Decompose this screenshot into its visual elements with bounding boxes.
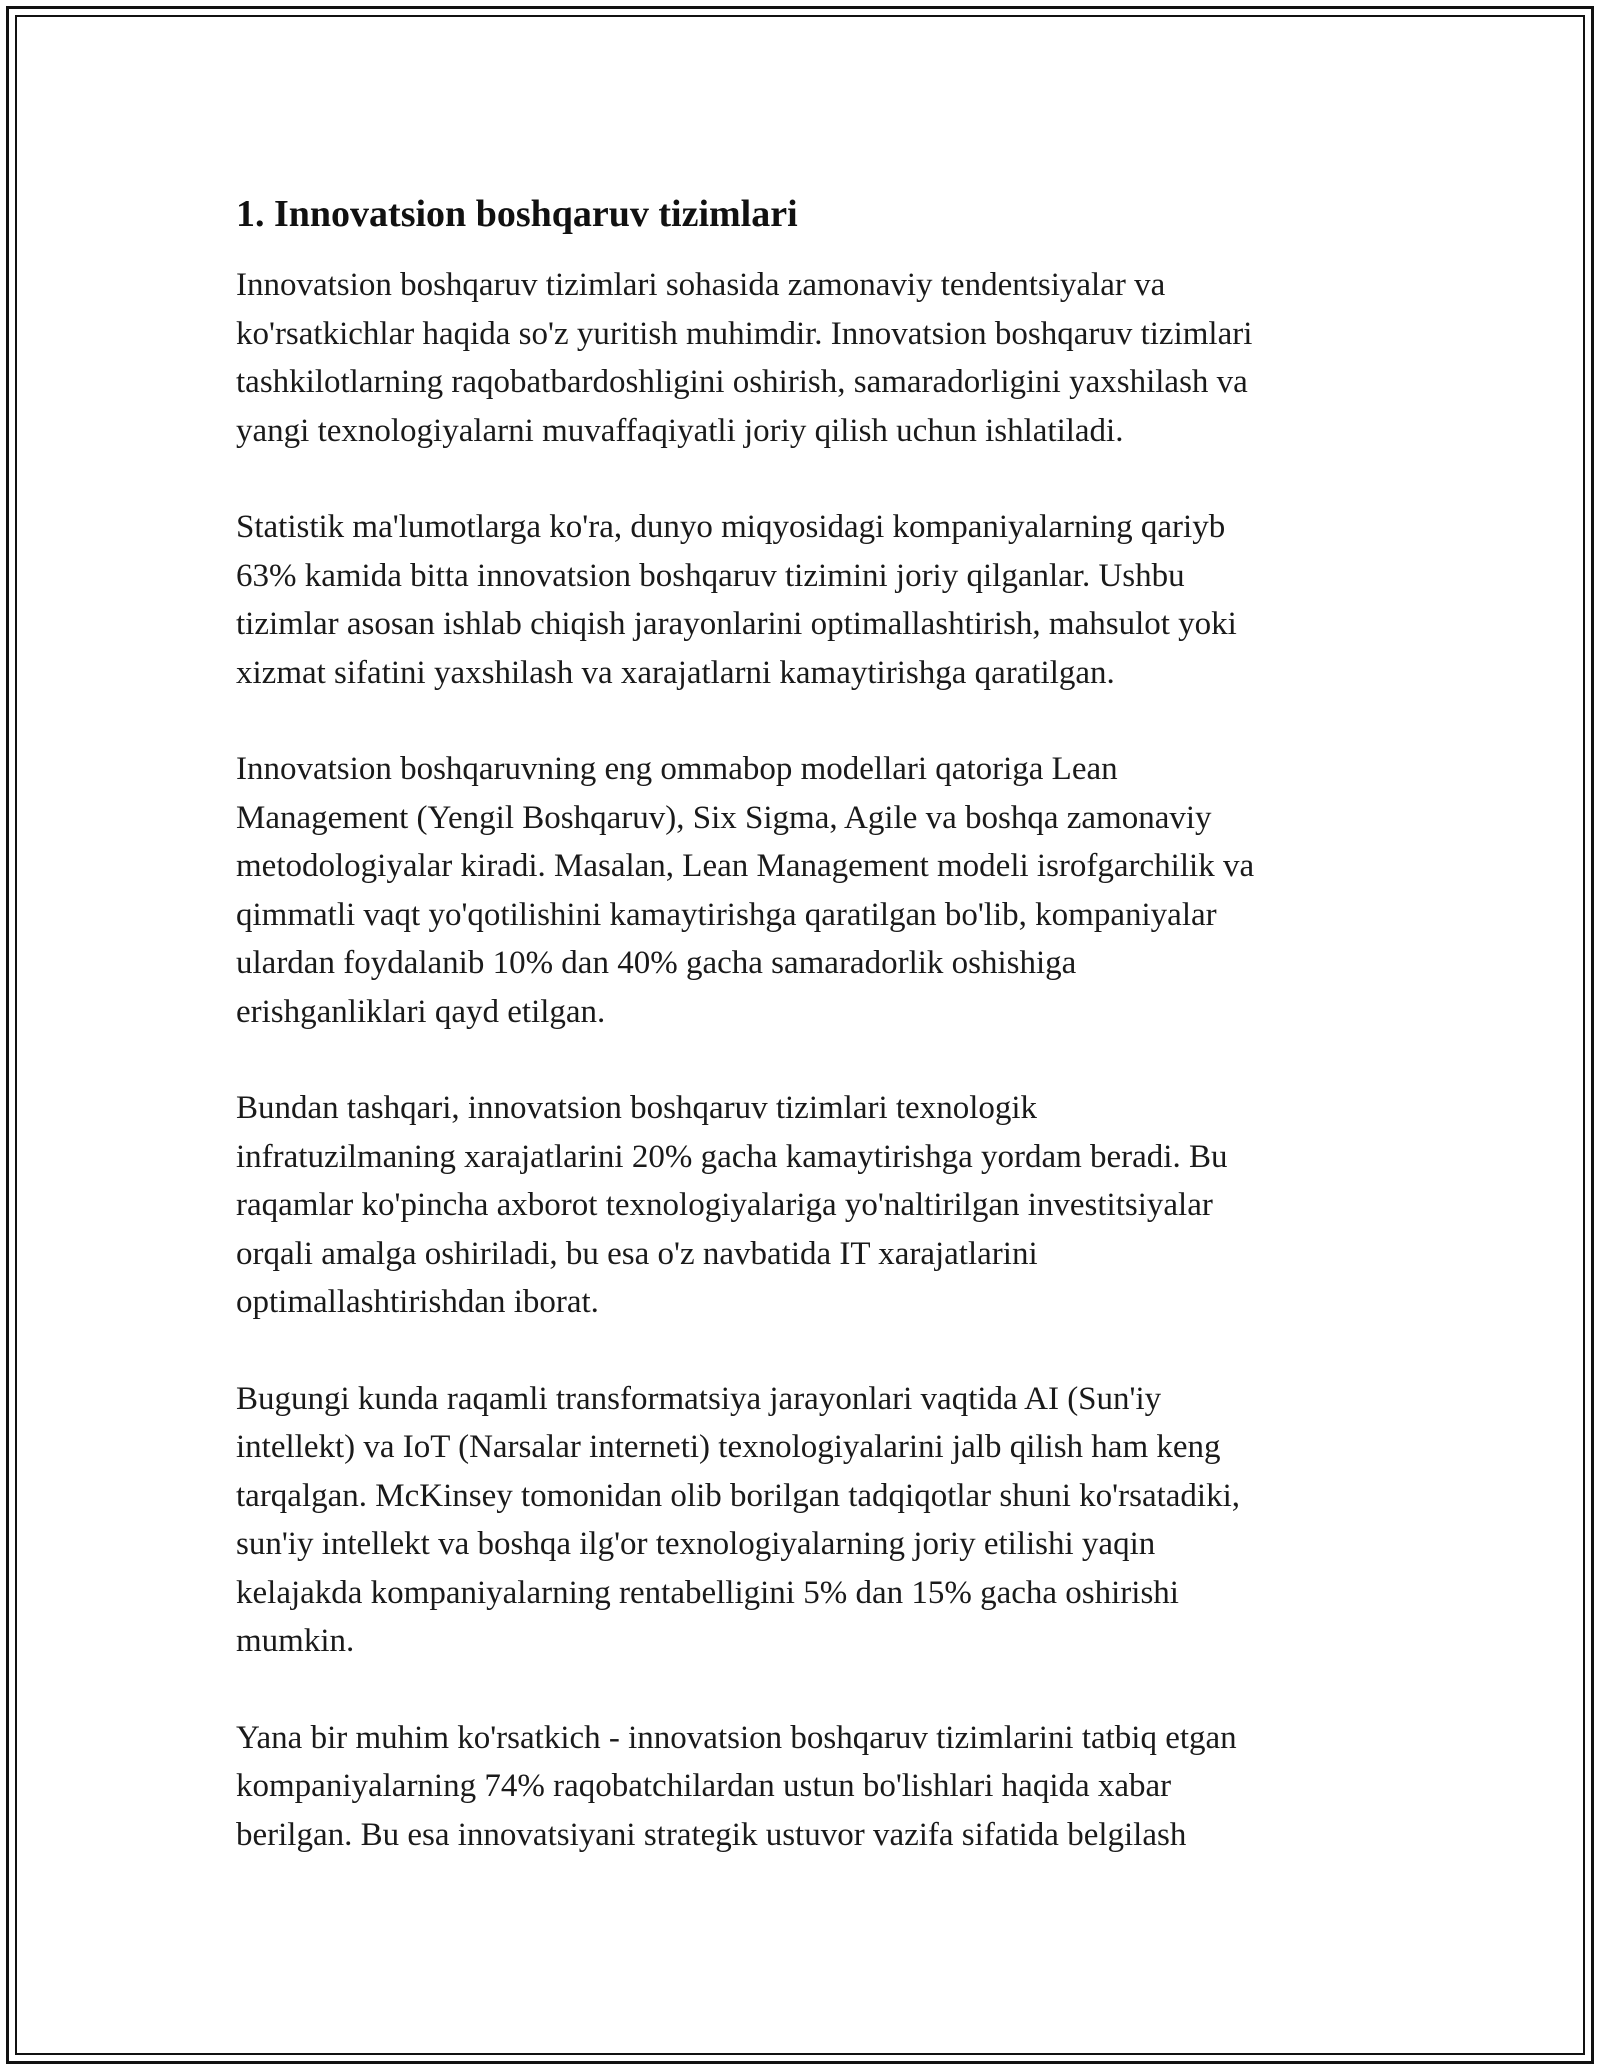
text-line: Bundan tashqari, innovatsion boshqaruv tizimlari texnologik: [236, 1090, 1038, 1126]
text-line: optimallashtirishdan iborat.: [236, 1284, 599, 1320]
text-line: sun'iy intellekt va boshqa ilg'or texnologiyalarning joriy etilishi yaqin: [236, 1526, 1156, 1562]
text-line: mumkin.: [236, 1623, 355, 1659]
text-line: Management (Yengil Boshqaruv), Six Sigma, Agile va boshqa zamonaviy: [236, 799, 1212, 836]
text-line: ulardan foydalanib 10% dan 40% gacha samaradorlik oshishiga: [236, 945, 1077, 981]
text-line: xizmat sifatini yaxshilash va xarajatlarni kamaytirishga qaratilgan.: [236, 654, 1115, 691]
text-line: ko'rsatkichlar haqida so'z yuritish muhimdir. Innovatsion boshqaruv tizimlari: [236, 315, 1253, 352]
text-line: orqali amalga oshiriladi, bu esa o'z navbatida IT xarajatlarini: [236, 1235, 1038, 1272]
paragraph-4: [236, 1084, 1386, 1327]
text-line: kompaniyalarning 74% raqobatchilardan ustun bo'lishlari haqida xabar: [236, 1768, 1172, 1804]
text-line: berilgan. Bu esa innovatsiyani strategik ustuvor vazifa sifatida belgilash: [236, 1816, 1187, 1853]
text-line: erishganliklari qayd etilgan.: [236, 993, 606, 1030]
text-line: tarqalgan. McKinsey tomonidan olib borilgan tadqiqotlar shuni ko'rsatadiki,: [236, 1477, 1241, 1514]
text-line: kelajakda kompaniyalarning rentabelligini 5% dan 15% gacha oshirishi: [236, 1574, 1179, 1611]
text-line: tashkilotlarning raqobatbardoshligini oshirish, samaradorligini yaxshilash va: [236, 364, 1248, 400]
text-line: Innovatsion boshqaruvning eng ommabop modellari qatoriga Lean: [236, 751, 1118, 787]
document-body: [236, 188, 1386, 1907]
paragraph-1: [236, 261, 1386, 455]
text-line: Statistik ma'lumotlarga ko'ra, dunyo miqyosidagi kompaniyalarning qariyb: [236, 509, 1226, 545]
paragraph-6: [236, 1714, 1386, 1860]
text-line: infratuzilmaning xarajatlarini 20% gacha kamaytirishga yordam beradi. Bu: [236, 1138, 1228, 1175]
text-line: metodologiyalar kiradi. Masalan, Lean Management modeli isrofgarchilik va: [236, 848, 1255, 884]
paragraph-2: [236, 503, 1386, 697]
text-line: Innovatsion boshqaruv tizimlari sohasida zamonaviy tendentsiyalar va: [236, 267, 1166, 303]
text-line: raqamlar ko'pincha axborot texnologiyalariga yo'naltirilgan investitsiyalar: [236, 1187, 1213, 1223]
text-line: intellekt) va IoT (Narsalar interneti) texnologiyalarini jalb qilish ham keng: [236, 1429, 1221, 1465]
text-line: Yana bir muhim ko'rsatkich - innovatsion boshqaruv tizimlarini tatbiq etgan: [236, 1719, 1237, 1756]
text-line: tizimlar asosan ishlab chiqish jarayonlarini optimallashtirish, mahsulot yoki: [236, 606, 1237, 642]
text-line: yangi texnologiyalarni muvaffaqiyatli joriy qilish uchun ishlatiladi.: [236, 412, 1124, 449]
text-line: 63% kamida bitta innovatsion boshqaruv tizimini joriy qilganlar. Ushbu: [236, 557, 1185, 594]
section-heading: 1. Innovatsion boshqaruv tizimlari: [236, 193, 798, 235]
text-line: qimmatli vaqt yo'qotilishini kamaytirishga qaratilgan bo'lib, kompaniyalar: [236, 896, 1217, 933]
paragraph-5: [236, 1375, 1386, 1666]
paragraph-3: [236, 745, 1386, 1036]
text-line: Bugungi kunda raqamli transformatsiya jarayonlari vaqtida AI (Sun'iy: [236, 1380, 1162, 1417]
